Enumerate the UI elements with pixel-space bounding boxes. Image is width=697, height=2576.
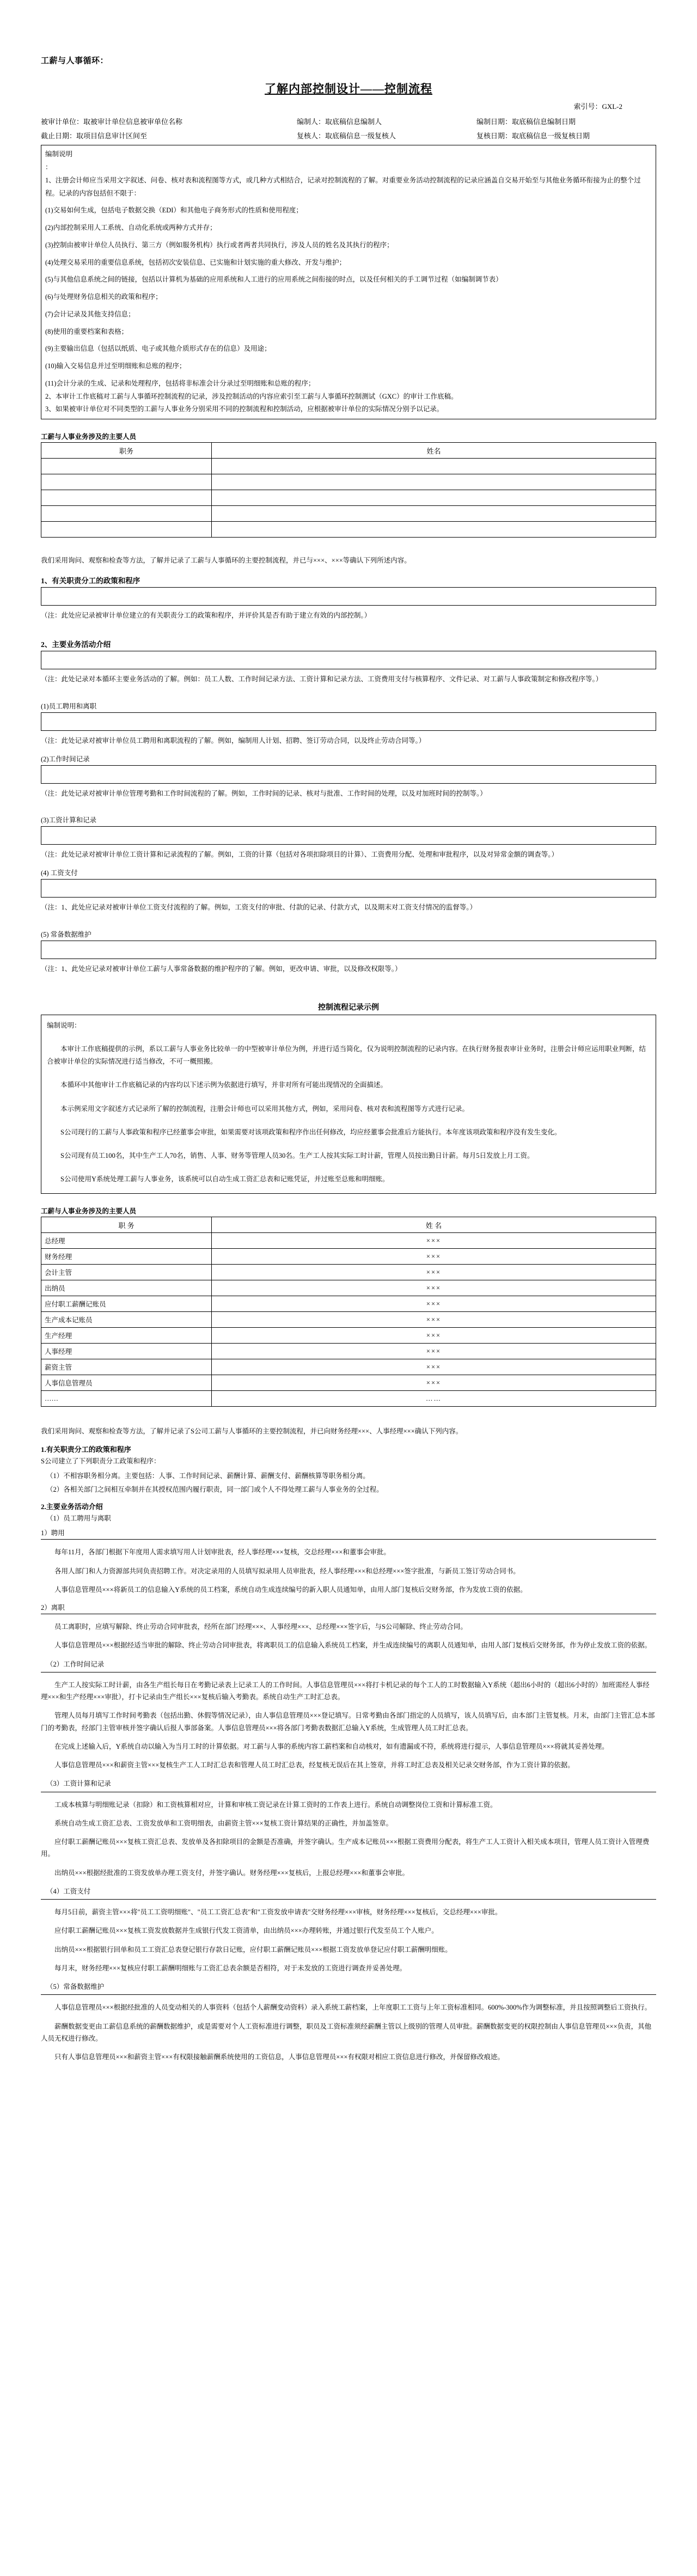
- body-paragraph: 应付职工薪酬记账员×××复核工资发放数据并生成银行代发工资清单，由出纳员×××办理转账，并通过银行代发至员工个人账户。: [54, 1927, 438, 1935]
- section-1-note: （注：此处应记录被审计单位建立的有关职责分工的政策和程序，并评价其是否有助于建立有效的内部控制。）: [41, 611, 371, 619]
- name-cell[interactable]: [212, 459, 656, 474]
- instructions-box: [41, 145, 656, 419]
- body-section-1-heading: 1.有关职责分工的政策和程序: [41, 1445, 131, 1454]
- body-paragraph: 系统自动生成工资汇总表、工资发放单和工资明细表，由薪资主管×××复核工资计算结果的正确性，并加盖签章。: [54, 1819, 393, 1827]
- column-header-name: 姓名: [212, 443, 656, 459]
- personnel-table-caption: 工薪与人事业务涉及的主要人员: [41, 1207, 137, 1216]
- section-2-note: （注：此处记录对本循环主要业务活动的了解。例如：员工人数、工作时间记录方法、工资计算和记录方法、工资费用支付与核算程序、文件记录、对工薪与人事政策制定和修改程序等。）: [41, 675, 603, 683]
- role-cell: 会计主管: [41, 1265, 212, 1280]
- name-cell: ×××: [212, 1312, 656, 1328]
- instruction-item: (9)主要输出信息（包括以纸质、电子或其他介质形式存在的信息）及用途；: [45, 345, 271, 353]
- instruction-item: 3、如果被审计单位对不同类型的工薪与人事业务分别采用不同的控制流程和控制活动，应根据被审计单位的实际情况分别予以记录。: [45, 405, 444, 413]
- table-row: [41, 1233, 656, 1249]
- body-paragraph: 薪酬数据变更由工薪信息系统的薪酬数据维护，或是需要对个人工资标准进行调整，职员及工资标准须经薪酬主管以上级别的管理人员审批。薪酬数据变更的权限控制由人事信息管理员×××负责，其他人员无权进行修改。: [41, 2022, 652, 2042]
- body-paragraph: 管理人员每月填写工作时间考勤表（包括出勤、休假等情况记录），由人事信息管理员×××登记填写。日常考勤由各部门指定的人员填写，该人员填写后，由本部门主管复核。月末，由部门主管汇总本部门的考勤表，经部门主管审核并签字确认后报人事部备案。人事信息管理员×××将各部门考勤表数据汇总输入Y系统，生成管理人员工时汇总表。: [41, 1712, 655, 1732]
- table-header-row: [41, 443, 656, 459]
- body-section-1-item: （1）不相容职务相分离。主要包括：人事、工作时间记录、薪酬计算、薪酬支付、薪酬核算等职务相分离。: [46, 1472, 370, 1480]
- audited-entity-field: 被审计单位：取被审计单位信息被审单位名称: [41, 118, 183, 126]
- body-paragraph: 工成本核算与明细账记录（扣除）和工资核算相对应，计算和审核工资记录在计算工资时的工作表上进行。系统自动调整岗位工资和计算标准工资。: [54, 1800, 497, 1809]
- table-row: [41, 1328, 656, 1344]
- table-row: [41, 474, 656, 490]
- table-row: [41, 1280, 656, 1296]
- example-paragraph: 本示例采用文字叙述方式记录所了解的控制流程，注册会计师也可以采用其他方式，例如，采用问卷、核对表和流程图等方式进行记录。: [60, 1104, 469, 1113]
- reviewer-field: 复核人：取底稿信息一级复核人: [297, 132, 396, 141]
- name-cell: ×××: [212, 1328, 656, 1344]
- example-paragraph: 本审计工作底稿提供的示例，系以工薪与人事业务比较单一的中型被审计单位为例，并进行适当简化，仅为说明控制流程的记录内容。在执行财务报表审计业务时，注册会计师应运用职业判断，结合被审计单位的实际情况进行适当修改，不可一概照搬。: [47, 1045, 646, 1066]
- subsection-heading-1: (1)员工聘用和离职: [41, 702, 97, 710]
- cutoff-date-field: 截止日期：取项目信息审计区间至: [41, 132, 148, 141]
- name-cell: ×××: [212, 1249, 656, 1265]
- body-paragraph: 每月末，财务经理×××复核应付职工薪酬明细账与工资汇总表余额是否相符，对于未发放的工资进行调查并妥善处理。: [54, 1964, 407, 1972]
- body-paragraph: 在完成上述输入后，Y系统自动以输入为当月工时的计算依据。对工薪与人事的系统内容工薪档案和自动核对，如有遗漏或不符，系统将进行提示，人事信息管理员×××将就其妥善处理。: [54, 1742, 609, 1750]
- subsection-2-note: （注：此处记录对被审计单位管理考勤和工作时间流程的了解。例如，工作时间的记录、核对与批准、工作时间的处理，以及对加班时间的控制等。）: [41, 789, 487, 797]
- blank-personnel-table: [41, 442, 656, 538]
- body-paragraph: 每年11月，各部门根据下年度用人需求填写用人计划审批表，经人事经理×××复核，交总经理×××和董事会审批。: [54, 1548, 390, 1556]
- subsection-heading-3: (3)工资计算和记录: [41, 816, 97, 825]
- instructions-heading: 编制说明: [45, 150, 73, 158]
- role-cell: 总经理: [41, 1233, 212, 1249]
- table-row: [41, 1375, 656, 1391]
- body-section-2-heading: 2.主要业务活动介绍: [41, 1503, 103, 1511]
- body-paragraph: 应付职工薪酬记账员×××复核工资汇总表、发放单及各扣除项目的金额是否准确，并签字确认。生产成本记账员×××根据工资费用分配表，将生产工人工资计入相关成本项目，管理人员工资计入管理费用。: [41, 1838, 650, 1858]
- table-row: [41, 1344, 656, 1359]
- body-paragraph: 人事信息管理员×××根据经适当审批的解除、终止劳动合同审批表，将离职员工的信息输入系统员工档案，并生成连续编号的离职人员通知单，由用人部门复核后交财务部，作为停止发放工资的依据。: [54, 1641, 652, 1650]
- body-section-1-intro: S公司建立了下列职责分工政策和程序：: [41, 1457, 161, 1466]
- name-cell: ×××: [212, 1344, 656, 1359]
- table-row: [41, 522, 656, 538]
- instruction-item: (10)输入交易信息并过至明细账和总账的程序；: [45, 362, 186, 370]
- role-cell: 生产成本记账员: [41, 1312, 212, 1328]
- divider: [41, 1899, 656, 1900]
- section-2-input[interactable]: [41, 651, 656, 669]
- role-cell: 薪资主管: [41, 1359, 212, 1375]
- table-row: [41, 506, 656, 522]
- body-subsection-2-heading: （2）工作时间记录: [46, 1660, 105, 1668]
- meta-row-2: [41, 131, 656, 142]
- role-cell[interactable]: [41, 522, 212, 538]
- role-cell[interactable]: [41, 459, 212, 474]
- section-1-input[interactable]: [41, 587, 656, 606]
- cycle-label: 工薪与人事循环：: [41, 57, 109, 65]
- subsection-3-input[interactable]: [41, 826, 656, 845]
- body-paragraph: 各用人部门和人力资源部共同负责招聘工作。对决定录用的人员填写拟录用人员审批表，经人事经理×××和总经理×××签字批准，与新员工签订劳动合同书。: [54, 1567, 520, 1575]
- instruction-item: 1、注册会计师应当采用文字叙述、问卷、核对表和流程图等方式，或几种方式相结合，记录对控制流程的了解。对重要业务活动控制流程的记录应涵盖自交易开始至与其他业务循环衔接为止的整个过程。记录的内容包括但不限于：: [45, 176, 641, 197]
- instruction-item: (11)会计分录的生成、记录和处理程序，包括将非标准会计分录过至明细账和总账的程序；: [45, 379, 315, 387]
- divider: [41, 1539, 656, 1540]
- instruction-item: 2、本审计工作底稿对工薪与人事循环控制流程的记录，涉及控制活动的内容应索引至工薪与人事循环控制测试（GXC）的审计工作底稿。: [45, 392, 458, 400]
- column-header-role: 职务: [41, 443, 212, 459]
- table-row: [41, 1391, 656, 1407]
- example-box: [41, 1015, 656, 1194]
- table-row: [41, 459, 656, 474]
- subsection-5-note: （注：1、此处应记录对被审计单位工薪与人事常备数据的维护程序的了解。例如，更改申请、审批，以及修改权限等。）: [41, 965, 402, 973]
- body-paragraph: 出纳员×××根据银行回单和员工工资汇总表登记银行存款日记账，应付职工薪酬记账员×××根据工资发放单登记应付职工薪酬明细账。: [54, 1945, 452, 1954]
- personnel-table: [41, 1217, 656, 1407]
- subsection-4-input[interactable]: [41, 879, 656, 898]
- confirmation-sentence: 我们采用询问、观察和检查等方法，了解并记录了工薪与人事循环的主要控制流程，并已与×××、×××等确认下列所述内容。: [41, 557, 411, 565]
- example-paragraph: S公司现有员工100名，其中生产工人70名，销售、人事、财务等管理人员30名。生产工人按其实际工时计薪，管理人员按出勤日计薪。每月5日发放上月工资。: [60, 1151, 534, 1159]
- review-date-field: 复核日期：取底稿信息一级复核日期: [476, 132, 590, 141]
- body-paragraph: 人事信息管理员×××和薪资主管×××复核生产工人工时汇总表和管理人员工时汇总表，经复核无误后在其上签章，并将工时汇总表及相关记录交财务部，作为工资计算的依据。: [54, 1761, 574, 1769]
- role-cell: 人事经理: [41, 1344, 212, 1359]
- body-paragraph: 人事信息管理员×××根据经批准的人员变动相关的人事资料（包括个人薪酬变动资料）录入系统工薪档案，上年度职工工资与上年工资标准相同。600%-300%作为调整标准，并且按照调整后工资执行。: [54, 2004, 652, 2012]
- body-confirmation: 我们采用询问、观察和检查等方法，了解并记录了S公司工薪与人事循环的主要控制流程，并已向财务经理×××、人事经理×××确认下列内容。: [41, 1427, 463, 1436]
- table-row: [41, 1265, 656, 1280]
- example-heading: 编制说明：: [47, 1022, 81, 1030]
- name-cell: ×××: [212, 1280, 656, 1296]
- body-section-1-item: （2）各相关部门之间相互牵制并在其授权范围内履行职责，同一部门或个人不得处理工薪与人事业务的全过程。: [46, 1485, 383, 1493]
- name-cell: ×××: [212, 1359, 656, 1375]
- body-paragraph: 人事信息管理员×××将新员工的信息输入Y系统的员工档案，系统自动生成连续编号的新入职人员通知单，由用人部门复核后交财务部，作为发放工资的依据。: [54, 1585, 527, 1594]
- instruction-item: (4)处理交易采用的重要信息系统，包括初次安装信息、已实施和计划实施的重大修改、开发与维护；: [45, 258, 346, 266]
- name-cell[interactable]: [212, 474, 656, 490]
- page-title: 了解内部控制设计——控制流程: [265, 82, 432, 95]
- body-subsection-4-heading: （4）工资支付: [46, 1887, 91, 1895]
- instruction-item: (5)与其他信息系统之间的链接，包括以计算机为基础的应用系统和人工进行的应用系统之间衔接的时点，以及任何相关的手工调节过程（如编制调节表）: [45, 276, 503, 284]
- prepare-date-field: 编制日期：取底稿信息编制日期: [476, 118, 576, 126]
- name-cell[interactable]: [212, 490, 656, 506]
- subsection-heading-5: (5) 常备数据维护: [41, 931, 91, 939]
- name-cell: ×××: [212, 1375, 656, 1391]
- instructions-colon: ：: [45, 163, 52, 172]
- body-paragraph: 只有人事信息管理员×××和薪资主管×××有权限接触薪酬系统使用的工资信息，人事信息管理员×××有权限对相应工资信息进行修改，并保留修改痕迹。: [54, 2053, 504, 2061]
- body-hire-heading: 1）聘用: [41, 1529, 65, 1537]
- table-header-row: [41, 1217, 656, 1233]
- role-cell[interactable]: [41, 506, 212, 522]
- instruction-item: (1)交易如何生成，包括电子数据交换（EDI）和其他电子商务形式的性质和使用程度；: [45, 206, 303, 215]
- meta-row-1: [41, 117, 656, 127]
- role-cell[interactable]: [41, 474, 212, 490]
- name-cell: ……: [212, 1391, 656, 1407]
- body-paragraph: 每月5日前，薪资主管×××将"员工工资明细账"、"员工工资汇总表"和"工资发放申请表"交财务经理×××审核，财务经理×××复核后，交总经理×××审批。: [54, 1908, 502, 1916]
- index-number: 索引号：GXL-2: [573, 102, 622, 111]
- body-leave-heading: 2）离职: [41, 1604, 65, 1612]
- role-cell: 财务经理: [41, 1249, 212, 1265]
- instruction-item: (8)使用的重要档案和表格；: [45, 327, 129, 335]
- name-cell[interactable]: [212, 506, 656, 522]
- blank-personnel-table-caption: 工薪与人事业务涉及的主要人员: [41, 433, 137, 441]
- subsection-4-note: （注：1、此处应记录对被审计单位工资支付流程的了解。例如，工资支付的审批、付款的记录、付款方式，以及期末对工资支付情况的监督等。）: [41, 904, 477, 912]
- example-section-title: 控制流程记录示例: [318, 1004, 379, 1012]
- role-cell: 生产经理: [41, 1328, 212, 1344]
- role-cell: ……: [41, 1391, 212, 1407]
- table-row: [41, 490, 656, 506]
- subsection-1-note: （注：此处记录对被审计单位员工聘用和离职流程的了解。例如，编制用人计划、招聘、签订劳动合同，以及终止劳动合同等。）: [41, 736, 426, 744]
- instruction-item: (3)控制由被审计单位人员执行、第三方（例如服务机构）执行或者两者共同执行，涉及人员的姓名及其执行的程序；: [45, 241, 394, 249]
- name-cell: ×××: [212, 1265, 656, 1280]
- name-cell[interactable]: [212, 522, 656, 538]
- subsection-heading-4: (4) 工资支付: [41, 869, 78, 877]
- section-heading-2: 2、主要业务活动介绍: [41, 640, 111, 649]
- role-cell: 人事信息管理员: [41, 1375, 212, 1391]
- column-header-name: 姓 名: [212, 1217, 656, 1233]
- preparer-field: 编制人：取底稿信息编制人: [297, 118, 382, 126]
- role-cell: 应付职工薪酬记账员: [41, 1296, 212, 1312]
- table-row: [41, 1359, 656, 1375]
- body-paragraph: 生产工人按实际工时计薪，由各生产组长每日在考勤记录表上记录工人的工作时间。人事信息管理员×××将打卡机记录的每个工人的工时数据输入Y系统（超出6小时的（超出6小时的）加班需经人事经理×××和生产经理×××审批），打卡记录由生产组长×××复核后输入考勤表。系统自动生产工时汇总表。: [41, 1681, 650, 1701]
- body-subsection-5-heading: （5）常备数据维护: [46, 1983, 105, 1991]
- example-paragraph: S公司现行的工薪与人事政策和程序已经董事会审批，如果需要对该项政策和程序作出任何修改，均应经董事会批准后方能执行。本年度该项政策和程序没有发生变化。: [60, 1128, 561, 1136]
- column-header-role: 职 务: [41, 1217, 212, 1233]
- instruction-item: (6)与处理财务信息相关的政策和程序；: [45, 293, 162, 301]
- name-cell: ×××: [212, 1233, 656, 1249]
- body-subsection-3-heading: （3）工资计算和记录: [46, 1780, 111, 1788]
- table-row: [41, 1296, 656, 1312]
- subsection-2-input[interactable]: [41, 765, 656, 784]
- instruction-item: (7)会计记录及其他支持信息；: [45, 310, 135, 318]
- divider: [41, 1994, 656, 1995]
- example-paragraph: 本循环中其他审计工作底稿记录的内容均以下述示例为依据进行填写，并非对所有可能出现情况的全面描述。: [60, 1081, 388, 1089]
- section-heading-1: 1、有关职责分工的政策和程序: [41, 576, 140, 585]
- table-row: [41, 1249, 656, 1265]
- role-cell[interactable]: [41, 490, 212, 506]
- name-cell: ×××: [212, 1296, 656, 1312]
- subsection-5-input[interactable]: [41, 941, 656, 959]
- subsection-1-input[interactable]: [41, 712, 656, 731]
- role-cell: 出纳员: [41, 1280, 212, 1296]
- body-paragraph: 员工离职时，应填写解除、终止劳动合同审批表，经所在部门经理×××、人事经理×××、总经理×××签字后，与S公司解除、终止劳动合同。: [54, 1623, 467, 1631]
- subsection-3-note: （注：此处记录对被审计单位工资计算和记录流程的了解。例如，工资的计算（包括对各项扣除项目的计算）、工资费用分配、处理和审批程序，以及对异常金额的调查等。）: [41, 851, 559, 859]
- table-row: [41, 1312, 656, 1328]
- example-paragraph: S公司使用Y系统处理工薪与人事业务，该系统可以自动生成工资汇总表和记账凭证，并过账至总账和明细账。: [60, 1175, 389, 1183]
- subsection-heading-2: (2)工作时间记录: [41, 755, 90, 763]
- body-subsection-1-heading: （1）员工聘用与离职: [46, 1515, 111, 1523]
- body-paragraph: 出纳员×××根据经批准的工资发放单办理工资支付，并签字确认。财务经理×××复核后，上报总经理×××和董事会审批。: [54, 1869, 409, 1877]
- instruction-item: (2)内部控制采用人工系统、自动化系统或两种方式并存；: [45, 224, 217, 232]
